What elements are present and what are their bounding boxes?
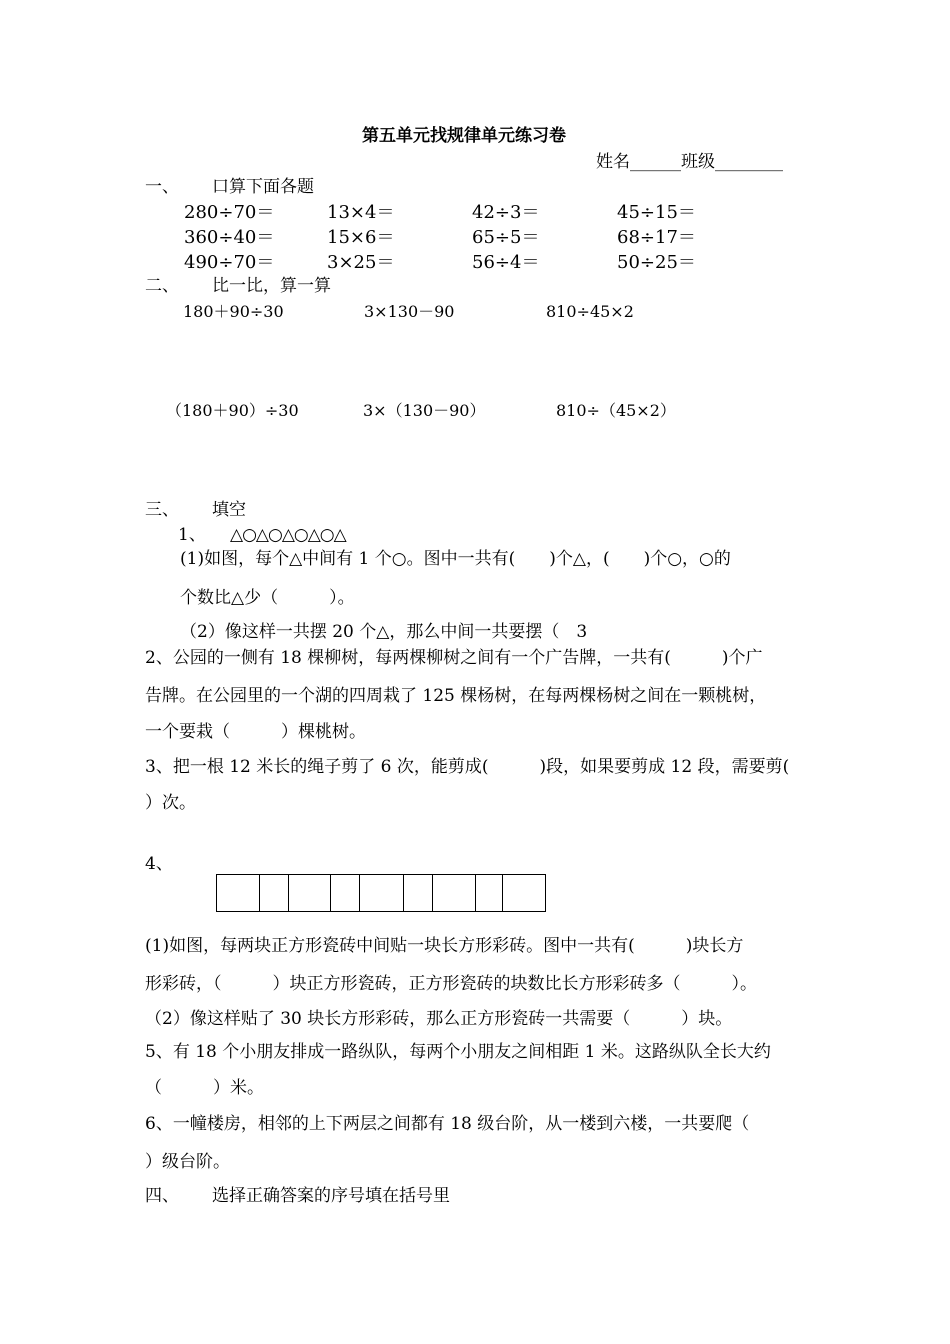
oral-r3-c4: 50÷25＝: [617, 252, 696, 273]
section3-number: 三、: [145, 500, 179, 520]
square-tile: [432, 875, 475, 911]
square-tile: [288, 875, 330, 911]
q4-part1-line2: 形彩砖，（ ）块正方形瓷砖，正方形瓷砖的块数比长方形彩砖多（ ）。: [145, 974, 757, 994]
expr-r2-c3: 810÷（45×2）: [556, 401, 676, 420]
square-tile: [359, 875, 403, 911]
rectangle-tile: [403, 875, 432, 911]
q3-line2: ）次。: [145, 793, 196, 813]
expr-r2-c2: 3×（130－90）: [363, 401, 486, 420]
q4-number: 4、: [145, 854, 173, 874]
oral-r2-c3: 65÷5＝: [472, 227, 540, 248]
oral-r1-c3: 42÷3＝: [472, 202, 540, 223]
oral-r1-c2: 13×4＝: [327, 202, 395, 223]
rectangle-tile: [259, 875, 288, 911]
section4-number: 四、: [145, 1186, 179, 1206]
rectangle-tile: [330, 875, 359, 911]
square-tile: [502, 875, 545, 911]
q6-line2: ）级台阶。: [145, 1152, 230, 1172]
tile-diagram: [216, 874, 546, 912]
oral-r2-c2: 15×6＝: [327, 227, 395, 248]
q4-part2: （2）像这样贴了 30 块长方形彩砖，那么正方形瓷砖一共需要（ ）块。: [145, 1009, 733, 1029]
q1-number: 1、: [178, 525, 206, 545]
q1-shape-pattern: △○△○△○△○△: [230, 525, 346, 545]
q1-part2: （2）像这样一共摆 20 个△，那么中间一共要摆（ 3: [180, 622, 588, 642]
oral-r2-c4: 68÷17＝: [617, 227, 696, 248]
q3-line1: 3、把一根 12 米长的绳子剪了 6 次，能剪成( )段，如果要剪成 12 段，需要剪(: [145, 757, 790, 777]
section2-number: 二、: [145, 276, 179, 296]
oral-r1-c1: 280÷70＝: [184, 202, 275, 223]
expr-r1-c2: 3×130－90: [364, 302, 455, 321]
rectangle-tile: [475, 875, 502, 911]
expr-r1-c3: 810÷45×2: [546, 302, 634, 321]
q1-part1-line1: (1)如图，每个△中间有 1 个○。图中一共有( )个△，( )个○，○的: [180, 549, 731, 569]
section1-heading: 口算下面各题: [212, 177, 314, 197]
q1-part1-line2: 个数比△少（ ）。: [180, 588, 355, 608]
oral-r2-c1: 360÷40＝: [184, 227, 275, 248]
q2-line1: 2、公园的一侧有 18 棵柳树，每两棵柳树之间有一个广告牌，一共有( )个广: [145, 648, 763, 668]
section1-number: 一、: [145, 177, 179, 197]
q2-line3: 一个要栽（ ）棵桃树。: [145, 722, 366, 742]
oral-r3-c3: 56÷4＝: [472, 252, 540, 273]
oral-r3-c1: 490÷70＝: [184, 252, 275, 273]
section4-heading: 选择正确答案的序号填在括号里: [212, 1186, 450, 1206]
q5-line1: 5、有 18 个小朋友排成一路纵队，每两个小朋友之间相距 1 米。这路纵队全长大约: [145, 1042, 771, 1062]
q2-line2: 告牌。在公园里的一个湖的四周栽了 125 棵杨树，在每两棵杨树之间在一颗桃树，: [145, 686, 767, 706]
name-class-fields: 姓名______班级________: [596, 152, 783, 172]
section2-heading: 比一比，算一算: [212, 276, 331, 296]
q5-line2: （ ）米。: [145, 1078, 264, 1098]
section3-heading: 填空: [212, 500, 246, 520]
q6-line1: 6、一幢楼房，相邻的上下两层之间都有 18 级台阶，从一楼到六楼，一共要爬（: [145, 1114, 750, 1134]
page-title: 第五单元找规律单元练习卷: [362, 126, 566, 146]
q4-part1-line1: (1)如图，每两块正方形瓷砖中间贴一块长方形彩砖。图中一共有( )块长方: [145, 936, 744, 956]
expr-r1-c1: 180＋90÷30: [183, 302, 284, 321]
square-tile: [217, 875, 259, 911]
expr-r2-c1: （180＋90）÷30: [166, 401, 299, 420]
oral-r3-c2: 3×25＝: [327, 252, 395, 273]
oral-r1-c4: 45÷15＝: [617, 202, 696, 223]
